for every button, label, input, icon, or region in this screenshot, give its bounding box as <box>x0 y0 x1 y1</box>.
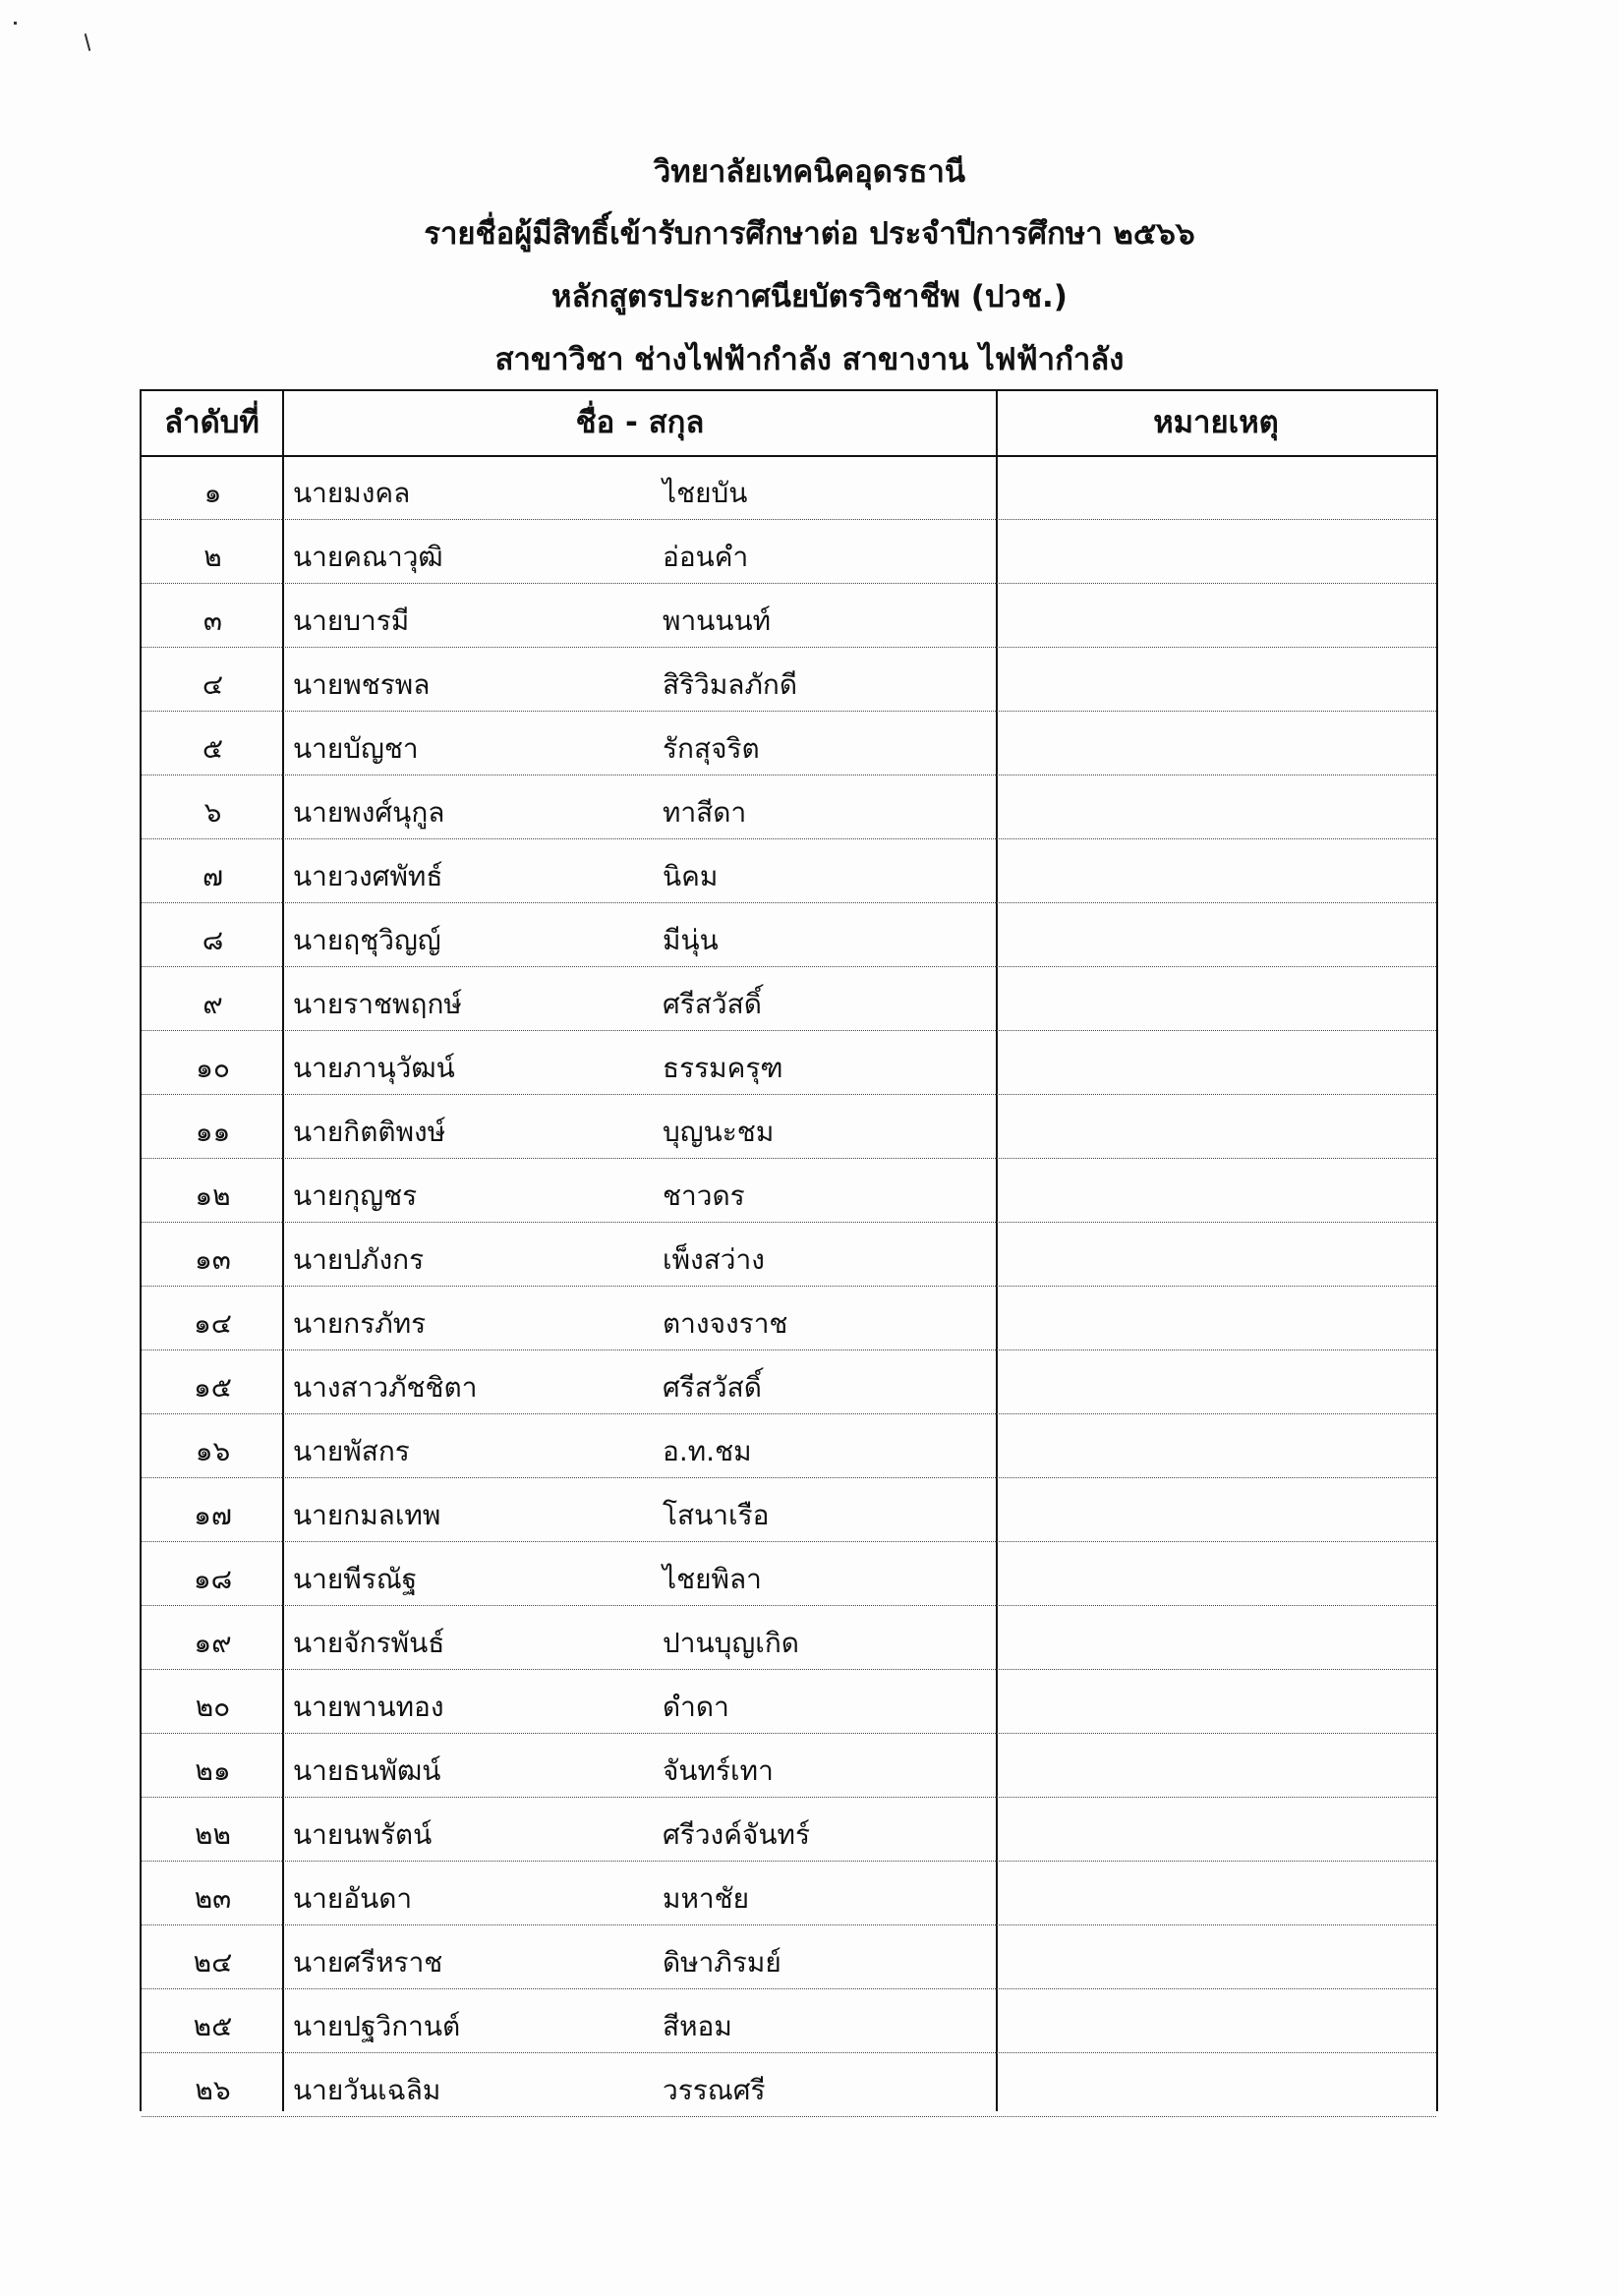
student-first-name: นายธนพัฒน์ <box>293 1754 441 1787</box>
column-header-order: ลำดับที่ <box>164 405 260 440</box>
student-last-name: ปานบุญเกิด <box>663 1627 799 1659</box>
student-first-name: นายพชรพล <box>293 668 431 701</box>
row-number: ๑๒ <box>195 1179 231 1212</box>
student-first-name: นางสาวภัชชิตา <box>293 1371 478 1404</box>
row-number: ๑๖ <box>195 1435 231 1467</box>
row-number: ๒ <box>203 541 222 573</box>
row-remark <box>1000 1669 1432 1732</box>
row-remark <box>1000 1541 1432 1604</box>
student-last-name: นิคม <box>663 860 719 892</box>
student-last-name: ไชยพิลา <box>663 1563 762 1595</box>
table-row <box>142 1222 1436 1287</box>
table-row <box>142 1030 1436 1095</box>
student-first-name: นายกุญชร <box>293 1179 418 1212</box>
table-row <box>142 711 1436 775</box>
table-row <box>142 1094 1436 1159</box>
column-header-name: ชื่อ - สกุล <box>575 405 705 440</box>
row-number: ๘ <box>202 924 224 956</box>
row-number: ๑๓ <box>195 1243 231 1276</box>
row-remark <box>1000 1477 1432 1540</box>
student-last-name: ทาสีดา <box>663 796 747 829</box>
student-first-name: นายจักรพันธ์ <box>293 1627 445 1659</box>
row-number: ๖ <box>203 796 222 829</box>
row-remark <box>1000 1222 1432 1285</box>
row-remark <box>1000 1286 1432 1349</box>
student-first-name: นายนพรัตน์ <box>293 1818 433 1851</box>
student-last-name: ศรีสวัสดิ์ <box>663 988 762 1020</box>
row-number: ๑๙ <box>194 1627 232 1659</box>
student-last-name: เพ็งสว่าง <box>663 1243 765 1276</box>
row-remark <box>1000 902 1432 965</box>
table-row <box>142 1733 1436 1798</box>
student-last-name: โสนาเรือ <box>663 1499 770 1531</box>
row-number: ๑๔ <box>194 1307 232 1340</box>
row-remark <box>1000 647 1432 710</box>
student-last-name: ศรีสวัสดิ์ <box>663 1371 762 1404</box>
student-last-name: พานนนท์ <box>663 604 772 637</box>
student-first-name: นายวันเฉลิม <box>293 2074 441 2106</box>
table-header <box>142 391 1436 457</box>
row-number: ๗ <box>202 860 224 892</box>
table-row <box>142 838 1436 903</box>
student-first-name: นายพัสกร <box>293 1435 410 1467</box>
student-first-name: นายพานทอง <box>293 1691 444 1723</box>
row-remark <box>1000 455 1432 518</box>
row-number: ๒๒ <box>195 1818 231 1851</box>
row-number: ๒๓ <box>194 1882 232 1915</box>
row-remark <box>1000 711 1432 774</box>
row-remark <box>1000 2052 1432 2115</box>
table-row <box>142 1349 1436 1414</box>
row-remark <box>1000 966 1432 1029</box>
table-row <box>142 775 1436 839</box>
student-first-name: นายปฐวิกานต์ <box>293 2010 461 2042</box>
table-row <box>142 1861 1436 1925</box>
row-number: ๕ <box>202 732 224 765</box>
row-remark <box>1000 1094 1432 1157</box>
row-remark <box>1000 1158 1432 1221</box>
student-first-name: นายกมลเทพ <box>293 1499 441 1531</box>
table-row <box>142 1286 1436 1350</box>
table-row <box>142 1924 1436 1989</box>
row-number: ๙ <box>202 988 223 1020</box>
student-first-name: นายปภังกร <box>293 1243 425 1276</box>
student-last-name: อ.ท.ชม <box>663 1435 752 1467</box>
row-number: ๒๖ <box>195 2074 231 2106</box>
row-number: ๑๗ <box>194 1499 232 1531</box>
student-last-name: มีนุ่น <box>663 924 719 956</box>
row-number: ๑๐ <box>196 1052 230 1084</box>
table-row <box>142 1413 1436 1478</box>
row-number: ๑๕ <box>194 1371 232 1404</box>
student-first-name: นายศรีหราช <box>293 1946 443 1979</box>
student-last-name: ธรรมครุฑ <box>663 1052 783 1084</box>
scan-speck <box>85 33 91 51</box>
student-first-name: นายคณาวุฒิ <box>293 541 443 573</box>
row-number: ๒๕ <box>193 2010 233 2042</box>
student-first-name: นายกรภัทร <box>293 1307 427 1340</box>
row-remark <box>1000 519 1432 582</box>
row-number: ๒๐ <box>195 1691 231 1723</box>
student-first-name: นายบารมี <box>293 604 410 637</box>
student-first-name: นายกิตติพงษ์ <box>293 1116 446 1148</box>
scan-speck <box>14 22 17 25</box>
row-number: ๒๔ <box>193 1946 233 1979</box>
table-row <box>142 519 1436 584</box>
table-row <box>142 647 1436 712</box>
student-first-name: นายภานุวัฒน์ <box>293 1052 455 1084</box>
row-remark <box>1000 583 1432 646</box>
student-last-name: อ่อนคำ <box>663 541 749 573</box>
row-number: ๑๑ <box>195 1116 231 1148</box>
student-first-name: นายราชพฤกษ์ <box>293 988 462 1020</box>
table-row <box>142 1605 1436 1670</box>
table-row <box>142 2052 1436 2117</box>
list-title: รายชื่อผู้มีสิทธิ์เข้ารับการศึกษาต่อ ประจำปีการศึกษา ๒๕๖๖ <box>424 216 1195 252</box>
student-last-name: สีหอม <box>663 2010 732 2042</box>
student-last-name: สิริวิมลภักดี <box>663 668 798 701</box>
table-row <box>142 583 1436 648</box>
row-remark <box>1000 1988 1432 2051</box>
student-last-name: บุญนะชม <box>663 1116 775 1148</box>
row-remark <box>1000 1605 1432 1668</box>
student-first-name: นายพงศ์นุกูล <box>293 796 445 829</box>
row-number: ๓ <box>202 604 223 637</box>
student-last-name: มหาชัย <box>663 1882 750 1915</box>
student-last-name: ไชยบัน <box>663 477 748 509</box>
column-header-remark: หมายเหตุ <box>1153 405 1279 440</box>
table-row <box>142 1988 1436 2053</box>
row-remark <box>1000 838 1432 901</box>
row-remark <box>1000 1733 1432 1796</box>
table-row <box>142 1477 1436 1542</box>
student-first-name: นายพีรณัฐ <box>293 1563 418 1595</box>
row-remark <box>1000 1797 1432 1860</box>
table-row <box>142 902 1436 967</box>
student-first-name: นายฤชุวิญญ์ <box>293 924 441 956</box>
table-row <box>142 1669 1436 1734</box>
student-last-name: ตางจงราช <box>663 1307 788 1340</box>
student-last-name: ดำดา <box>663 1691 729 1723</box>
student-first-name: นายบัญชา <box>293 732 419 765</box>
table-row <box>142 1541 1436 1606</box>
row-remark <box>1000 1030 1432 1093</box>
major-title: สาขาวิชา ช่างไฟฟ้ากำลัง สาขางาน ไฟฟ้ากำลัง <box>494 342 1125 377</box>
table-row <box>142 1158 1436 1223</box>
student-first-name: นายมงคล <box>293 477 411 509</box>
program-title: หลักสูตรประกาศนียบัตรวิชาชีพ (ปวช.) <box>551 279 1068 315</box>
college-title: วิทยาลัยเทคนิคอุดรธานี <box>653 154 966 190</box>
row-number: ๑ <box>203 477 222 509</box>
table-row <box>142 455 1436 520</box>
row-remark <box>1000 1413 1432 1476</box>
row-remark <box>1000 775 1432 837</box>
row-number: ๑๘ <box>193 1563 233 1595</box>
student-first-name: นายวงศพัทธ์ <box>293 860 443 892</box>
student-last-name: ชาวดร <box>663 1179 745 1212</box>
row-remark <box>1000 1924 1432 1987</box>
row-remark <box>1000 1861 1432 1923</box>
table-row <box>142 966 1436 1031</box>
student-last-name: รักสุจริต <box>663 732 760 765</box>
row-remark <box>1000 1349 1432 1412</box>
student-first-name: นายอันดา <box>293 1882 413 1915</box>
row-number: ๔ <box>202 668 224 701</box>
student-table <box>140 389 1438 2111</box>
row-number: ๒๑ <box>195 1754 231 1787</box>
student-last-name: ดิษาภิรมย์ <box>663 1946 781 1979</box>
student-last-name: จันทร์เทา <box>663 1754 774 1787</box>
student-last-name: ศรีวงค์จันทร์ <box>663 1818 810 1851</box>
table-row <box>142 1797 1436 1862</box>
student-last-name: วรรณศรี <box>663 2074 766 2106</box>
